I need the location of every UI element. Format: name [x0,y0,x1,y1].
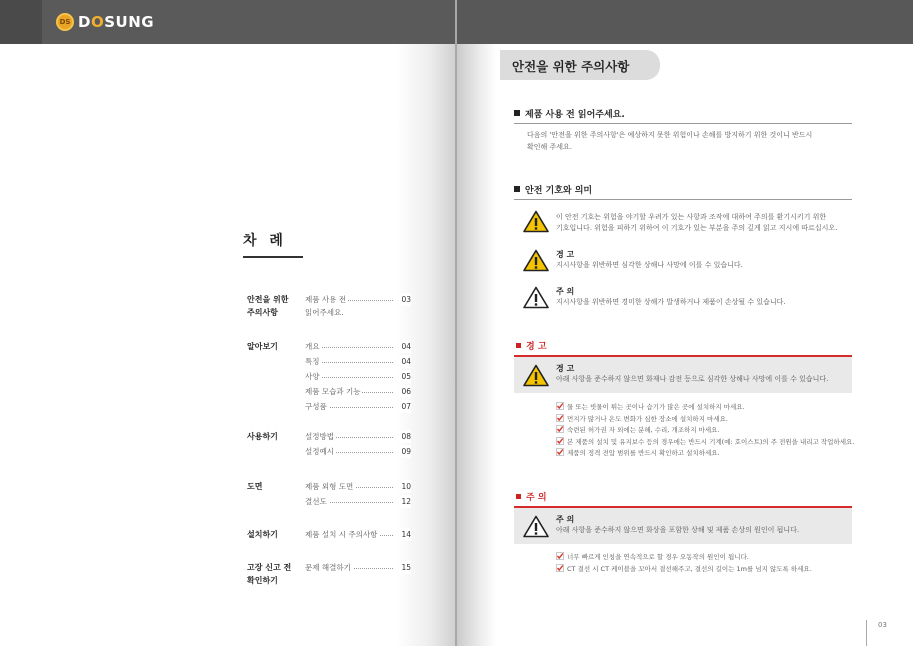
read-first-text: 다음의 '안전을 위한 주의사항'은 예상하지 못한 위험이나 손해를 방지하기 위한 것이니 반드시 확인해 주세요. [527,131,813,151]
right-header-bar [456,0,913,44]
list-item: CT 결선 시 CT 케이블을 꼬아서 결선해주고, 결선의 길이는 1m를 넘지 않도록 하세요. [556,564,852,576]
toc-item[interactable]: 설정방법 08 [305,432,411,441]
page-title: 안전을 위한 주의사항 [512,59,630,74]
section-heading-symbols: 안전 기호와 의미 [514,183,592,196]
toc-item[interactable]: 결선도 12 [305,497,411,506]
list-item: 제품의 정격 전압 범위를 반드시 확인하고 설치하세요. [556,448,852,460]
check-icon [556,437,564,445]
toc-item[interactable]: 개요 04 [305,342,411,351]
section-heading-read-first: 제품 사용 전 읽어주세요. [514,107,625,120]
toc-item[interactable]: 제품 외형 도면 10 [305,482,411,491]
caution-triangle-icon [523,515,549,538]
section-heading-caution: 주 의 [516,490,547,503]
section-heading-warning: 경 고 [516,339,547,352]
toc-item[interactable]: 구성품 07 [305,402,411,411]
check-icon [556,552,564,560]
warning-triangle-icon [523,249,549,272]
list-item: 물 또는 빗물이 튀는 곳이나 습기가 많은 곳에 설치하지 마세요. [556,402,852,414]
check-icon [556,564,564,572]
check-icon [556,425,564,433]
toc-item[interactable]: 제품 모습과 기능 06 [305,387,411,396]
manual-spread: DS DOSUNG 차 례 안전을 위한 주의사항 제품 사용 전 03 읽어주세요. 알아보기 개요 04 특징 04 사양 05 제품 모습과 기능 06 구성품 07 사용하기 설정방법 08 설정예시 09 도면 제품 외형 도면 10 결선도 12 설치하기 제품 설치 시 주의사항 14 고장 신고 전 확인하기 문제 해결하기 15 안전을 위한 주의사항 제품 사용 전 읽어주세요. 다음의 '안전을 위한 주의사항'은 예상하지 못한 위험이나 손해를 방지하기 위한 것이니 반드시 확인해 주세요. 안전 기호와 의미 이 안전 기호는 위험을 야기할 우려가 있는 사항과 조작에 대하여 주의를 환기시키기 위한 기호입니다. 위험을 피하기 위하여 이 기호가 있는 부분을 주의 깊게 읽고 지시에 따르십시오. 경 고 지시사항을 위반하면 심각한 상해나 사망에 이를 수 있습니다. 주 의 지시사항을 위반하면 경미한 상해가 발생하거나 제품이 손상될 수 있습니다. 경 고 경 고 아래 사항을 준수하지 않으면 화재나 감전 등으로 심각한 상해나 사망에 이를 수 있습니다. 물 또는 빗물이 튀는 곳이나 습기가 많은 곳에 설치하지 마세요. 먼지가 많거나 온도 변화가 심한 장소에 설치하지 마세요. 숙련된 허가권 자 외에는 분해, 수리, 개조하지 마세요. 본 제품의 설치 및 유지보수 등의 경우에는 반드시 기계(예: 호이스트)의 주 전원을 내리고 작업하세요. 제품의 정격 전압 범위를 반드시 확인하고 설치하세요. 주 의 주 의 아래 사항을 준수하지 않으면 화상을 포함한 상해 및 제품 손상의 원인이 됩니다. 너무 빠르게 인칭을 연속적으로 할 경우 오동작의 원인이 됩니다. CT 결선 시 CT 케이블을 꼬아서 결선해주고, 결선의 길이는 1m를 넘지 않도록 하세요. 03 [0,0,913,646]
warning-triangle-icon [523,210,549,233]
toc-item[interactable]: 설정예시 09 [305,447,411,456]
caution-triangle-icon [523,286,549,309]
toc-item[interactable]: 제품 사용 전 03 읽어주세요. [305,295,411,317]
list-item: 먼지가 많거나 온도 변화가 심한 장소에 설치하지 마세요. [556,414,852,426]
toc-item[interactable]: 사양 05 [305,372,411,381]
caution-check-list [556,552,852,575]
caution-box: 주 의 아래 사항을 준수하지 않으면 화상을 포함한 상해 및 제품 손상의 원인이 됩니다. [514,508,852,544]
warning-check-list [556,402,855,460]
warning-box: 경 고 아래 사항을 준수하지 않으면 화재나 감전 등으로 심각한 상해나 사망에 이를 수 있습니다. [514,357,852,393]
page-number: 03 [878,621,887,629]
list-item: 너무 빠르게 인칭을 연속적으로 할 경우 오동작의 원인이 됩니다. [556,552,852,564]
check-icon [556,402,564,410]
toc-title: 차 례 [243,233,287,249]
check-icon [556,414,564,422]
toc-item[interactable]: 문제 해결하기 15 [305,563,411,572]
toc-item[interactable]: 제품 설치 시 주의사항 14 [305,530,411,539]
toc-item[interactable]: 특징 04 [305,357,411,366]
check-icon [556,448,564,456]
list-item: 숙련된 허가권 자 외에는 분해, 수리, 개조하지 마세요. [556,425,852,437]
warning-triangle-icon [523,364,549,387]
list-item: 본 제품의 설치 및 유지보수 등의 경우에는 반드시 기계(예: 호이스트)의 주 전원을 내리고 작업하세요. [556,437,852,449]
logo-mark-icon: DS [56,13,74,31]
dosung-logo: DS DOSUNG [56,12,154,32]
